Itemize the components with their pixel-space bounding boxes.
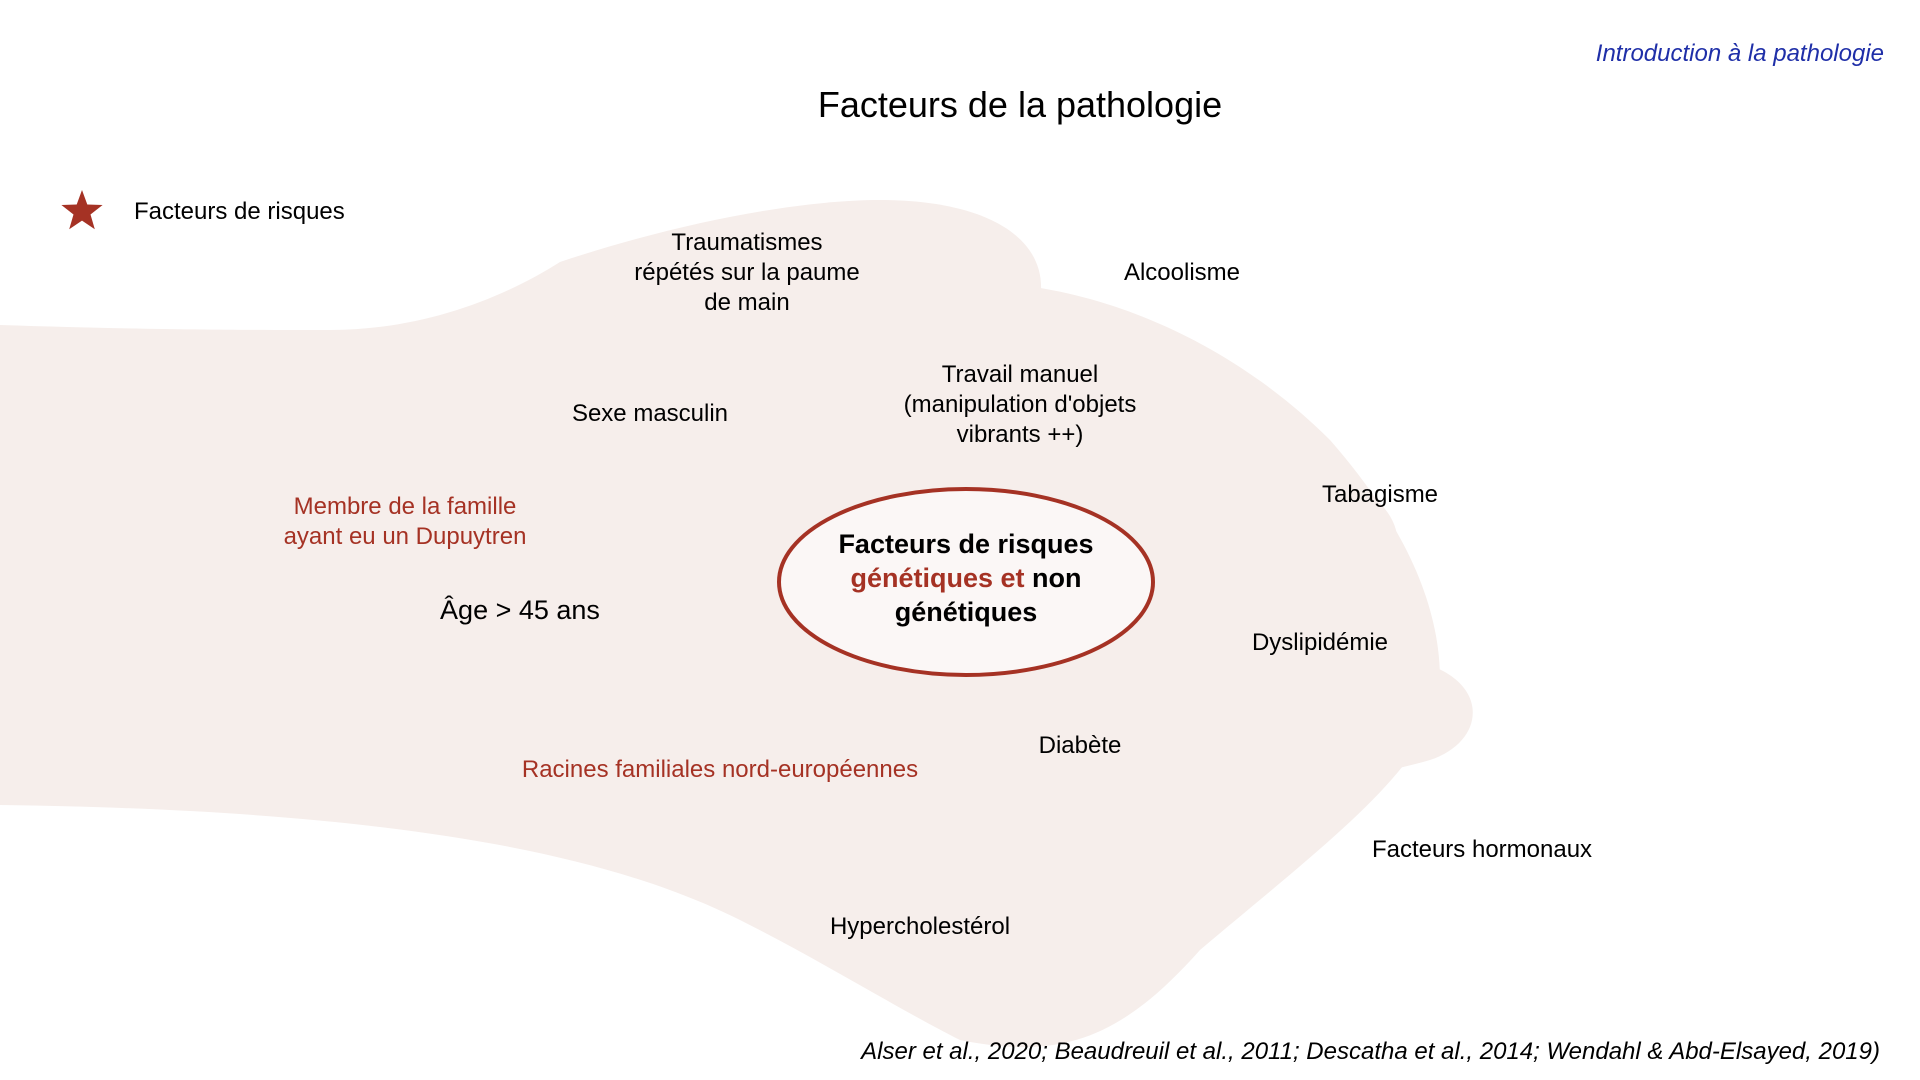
factor-travail-manuel-line: (manipulation d'objets (903, 391, 1137, 418)
factor-diabete: Diabète (1038, 732, 1122, 759)
legend-label: Facteurs de risques (134, 198, 345, 225)
factor-age: Âge > 45 ans (440, 595, 600, 625)
factor-hypercholesterol: Hypercholestérol (829, 913, 1011, 940)
factor-hormonaux: Facteurs hormonaux (1371, 836, 1593, 863)
factor-travail-manuel-line: Travail manuel (941, 361, 1099, 388)
slide-title: Facteurs de la pathologie (817, 84, 1223, 125)
factor-traumatismes-line: de main (704, 289, 790, 316)
factor-racines-familiales: Racines familiales nord-européennes (521, 756, 919, 783)
section-label: Introduction à la pathologie (1595, 40, 1884, 67)
factor-tabagisme: Tabagisme (1321, 481, 1439, 508)
center-label (776, 527, 1156, 629)
factor-membre-famille-line: Membre de la famille (293, 493, 517, 520)
factor-sexe-masculin: Sexe masculin (571, 400, 729, 427)
factor-travail-manuel-line: vibrants ++) (956, 421, 1084, 448)
center-line-rest: non (1032, 563, 1082, 593)
citation: Alser et al., 2020; Beaudreuil et al., 2011; Descatha et al., 2014; Wendahl & Abd-Elsayed, 2019) (861, 1038, 1880, 1065)
factor-dyslipidemie: Dyslipidémie (1251, 629, 1389, 656)
center-line (776, 561, 1156, 595)
factor-traumatismes-line: Traumatismes (671, 229, 823, 256)
factor-travail-manuel (860, 360, 1180, 450)
factor-alcoolisme: Alcoolisme (1123, 259, 1241, 286)
factor-membre-famille (235, 492, 575, 552)
factor-traumatismes (582, 228, 912, 318)
star-icon (60, 188, 104, 232)
center-accent-text: génétiques et (850, 563, 1025, 593)
center-line: Facteurs de risques (838, 529, 1094, 559)
factor-membre-famille-line: ayant eu un Dupuytren (283, 523, 527, 550)
center-line: génétiques (894, 597, 1038, 627)
factor-traumatismes-line: répétés sur la paume (634, 259, 860, 286)
